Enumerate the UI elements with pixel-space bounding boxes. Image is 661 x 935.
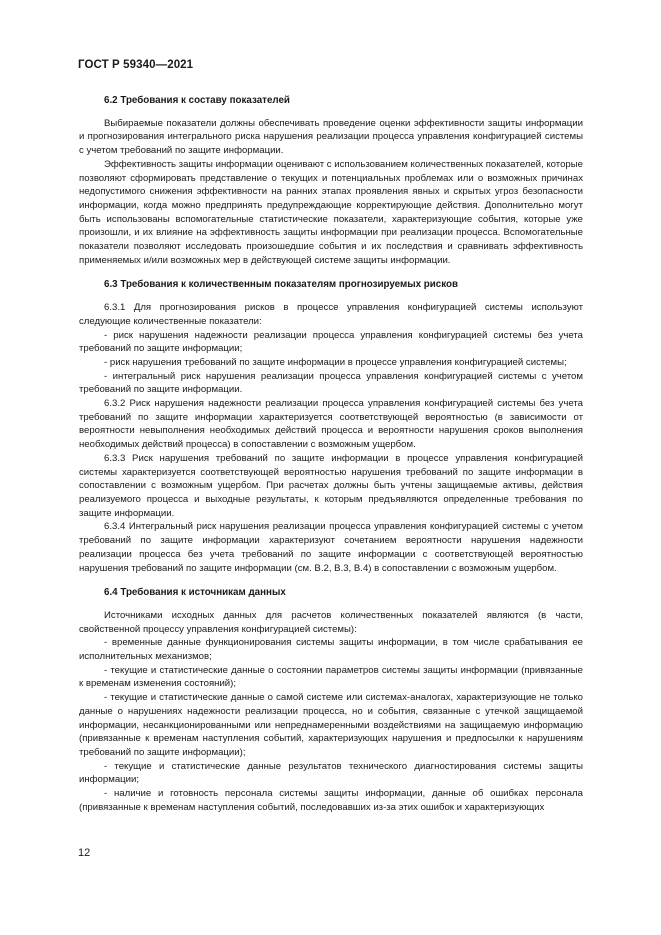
list-item: - текущие и статистические данные результатов технического диагностирования системы защиты информации; bbox=[79, 760, 583, 786]
section-heading: 6.2 Требования к составу показателей bbox=[104, 95, 290, 106]
list-item: - интегральный риск нарушения реализации процесса управления конфигурацией системы с учетом требований по защите информации. bbox=[79, 370, 583, 396]
list-item: - текущие и статистические данные о состоянии параметров системы защиты информации (привязанные к временам изменения состояний); bbox=[79, 664, 583, 690]
paragraph: Эффективность защиты информации оценивают с использованием количественных показателей, которые позволяют сформировать представление о текущих и потенциальных проблемах или о возможных причинах недопустимого снижения эффективности на ранних этапах проявления явных и скрытых угроз безопасности информации, когда можно предпринять предупреждающие корректирующие действия. Дополнительно могут быть использованы вспомогательные статистические показатели, характеризующие события, которые уже произошли, и их влияние на эффективность защиты информации при реализации процесса. Вспомогательные показатели позволяют исследовать произошедшие события и их последствия и сравнивать эффективность применяемых и/или возможных мер в действующей системе защиты информации. bbox=[79, 158, 583, 266]
list-item: - временные данные функционирования системы защиты информации, в том числе срабатывания ее исполнительных механизмов; bbox=[79, 637, 583, 663]
document-code: ГОСТ Р 59340—2021 bbox=[78, 59, 194, 71]
document-body bbox=[79, 94, 583, 814]
paragraph: Источниками исходных данных для расчетов количественных показателей являются (в части, свойственной процессу управления конфигурацией системы): bbox=[79, 609, 583, 635]
section-heading: 6.3 Требования к количественным показателям прогнозируемых рисков bbox=[104, 279, 459, 291]
paragraph: 6.3.4 Интегральный риск нарушения реализации процесса управления конфигурацией системы с учетом требований по защите информации характеризуют сочетанием вероятности нарушения надежности реализации процесса без учета требований по защите информации с соответствующей вероятностью нарушения требований по защите информации (см. В.2, В.3, В.4) в сопоставлении с возможным ущербом. bbox=[79, 521, 583, 574]
list-item: - текущие и статистические данные о самой системе или системах-аналогах, характеризующие не только данные о нарушениях надежности реализации процесса, но и события, связанные с утечкой защищаемой информации, несанкционированными или непреднамеренными воздействиями на защищаемую информацию (привязанные к временам наступления событий, характеризующих нарушения и предпосылки к нарушениям требований по защите информации); bbox=[79, 692, 583, 758]
list-item: - риск нарушения надежности реализации процесса управления конфигурацией системы без учета требований по защите информации; bbox=[79, 329, 583, 355]
paragraph: 6.3.3 Риск нарушения требований по защите информации в процессе управления конфигурацией системы характеризуется соответствующей вероятностью нарушения требований по защите информации в сопоставлении с возможным ущербом. При расчетах должны быть учтены защищаемые активы, действия реализуемого процесса и выходные результаты, к которым предъявляются определенные требования по защите информации. bbox=[79, 452, 583, 519]
paragraph: Выбираемые показатели должны обеспечивать проведение оценки эффективности защиты информации и прогнозирования интегрального риска нарушения реализации процесса управления конфигурацией системы с учетом требований по защите информации. bbox=[79, 117, 583, 157]
page-number: 12 bbox=[78, 847, 91, 859]
paragraph: 6.3.1 Для прогнозирования рисков в процессе управления конфигурацией системы используют следующие количественные показатели: bbox=[79, 302, 583, 327]
list-item: - риск нарушения требований по защите информации в процессе управления конфигурацией системы; bbox=[104, 356, 567, 368]
list-item: - наличие и готовность персонала системы защиты информации, данные об ошибках персонала (привязанные к временам наступления событий, последовавших из-за этих ошибок и характеризующих bbox=[79, 788, 583, 813]
section-heading: 6.4 Требования к источникам данных bbox=[104, 587, 286, 599]
paragraph: 6.3.2 Риск нарушения надежности реализации процесса управления конфигурацией системы без учета требований по защите информации характеризуется соответствующей вероятностью (в зависимости от вероятности невыполнения необходимых действий процесса и вероятности нарушения сроков выполнения необходимых действий процесса) в сопоставлении с возможным ущербом. bbox=[79, 398, 583, 451]
